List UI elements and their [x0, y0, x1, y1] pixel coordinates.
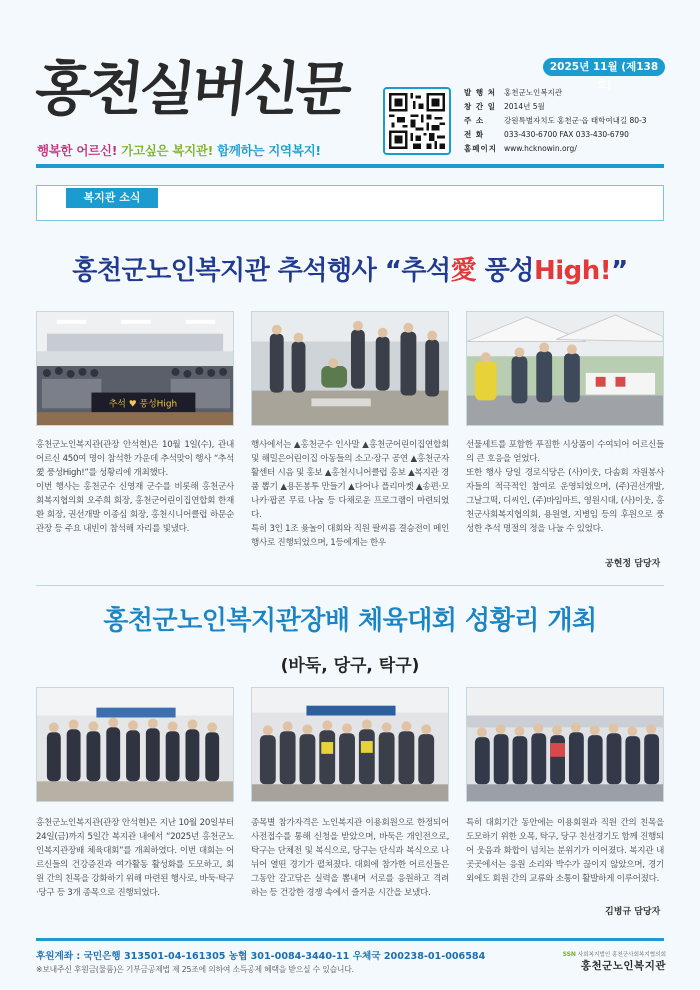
article1-signature: 공현정 담당자	[605, 559, 661, 569]
article1-headline	[0, 250, 700, 287]
publisher-info	[464, 86, 669, 156]
info-key: 발 행 처	[464, 88, 496, 97]
headline-love: 愛	[450, 256, 477, 286]
slogan	[37, 141, 321, 159]
info-row-homepage[interactable]	[464, 142, 669, 156]
info-row-publisher	[464, 86, 669, 100]
info-row-address	[464, 114, 669, 128]
qr-code-icon[interactable]	[383, 87, 451, 155]
photo-yut-game	[251, 311, 449, 426]
paragraph: 행사에서는 ▲홍천군수 인사말 ▲홍천군어린이집연합회 및 해밀은어린이집 아동들의 소고·장구 공연 ▲홍천군자활센터 시음 및 홍보 ▲홍천시니어클럽 홍보 ▲복지관 경품 뽑기 ▲용돈봉투 만들기 ▲다어나 플리마켓 ▲송편·모나카·팝콘 무료 나눔 등 다채로운 프로그램이 마련되었다.	[251, 440, 449, 520]
info-key: 홈페이지	[464, 144, 497, 153]
headline-text: ”	[611, 256, 628, 286]
section-tag: 복지관 소식	[66, 188, 158, 208]
paragraph: 특히 대회기간 동안에는 이용회원과 직원 간의 친목을 도모하기 위한 오목, 탁구, 당구 친선경기도 함께 진행되어 웃음과 화합이 넘치는 분위기가 이어졌다. 복지관 내 곳곳에서는 응원 소리와 박수가 끊이지 않았으며, 경기 외에도 회원 간의 교류와 소통이 활발하게 이루어졌다.	[466, 818, 664, 884]
slogan-part-3: 함께하는 지역복지!	[217, 143, 321, 158]
headline-text: 홍천군노인복지관 추석행사 “추석	[72, 256, 451, 286]
paragraph: 특히 3인 1조 윷놀이 대회와 직원 팔씨름 결승전이 메인 행사로 진행되었으며, 1등에게는 한우	[251, 524, 449, 548]
paragraph: 이번 행사는 홍천군수 신영재 군수를 비롯해 홍천군사회복지협의회 오주희 회장, 홍천군어린이집연합회 한재환 회장, 권선개발 이종심 회장, 홍천시니어클럽 하문순 관장 등 주요 내빈이 참석해 자리를 빛냈다.	[36, 482, 234, 534]
photo-event-hall	[36, 311, 234, 426]
info-row-phone	[464, 128, 669, 142]
info-value: 2014년 5월	[504, 102, 545, 111]
newspaper-title: 홍천실버신문	[31, 55, 352, 123]
headline-high: High!	[533, 256, 612, 286]
info-row-founded	[464, 100, 669, 114]
info-value: 강원특별자치도 홍천군·읍 태학여내길 80-3	[504, 116, 647, 125]
photo-group-table-tennis	[466, 687, 664, 802]
article-divider	[36, 585, 664, 586]
paragraph: 선물세트를 포함한 푸짐한 시상품이 수여되어 어르신들의 큰 호응을 얻었다.	[466, 440, 664, 464]
organization-name: 홍천군노인복지관	[580, 960, 666, 972]
slogan-part-1: 행복한 어르신!	[37, 143, 118, 158]
article1-column-1	[36, 438, 234, 536]
donation-accounts: 후원계좌 : 국민은행 313501-04-161305 농협 301-0084-3440-11 우체국 200238-01-006584	[36, 951, 486, 962]
article1-column-2	[251, 438, 449, 550]
svg-text:추석 ♥ 풍성High: 추석 ♥ 풍성High	[108, 399, 178, 410]
organization-logo	[546, 950, 666, 973]
parent-organization	[546, 950, 666, 958]
info-key: 창 간 일	[464, 102, 496, 111]
paragraph: 종목별 참가자격은 노인복지관 이용회원으로 한정되어 사전접수를 통해 신청을 받았으며, 바둑은 개인전으로, 탁구는 단체전 및 복식으로, 당구는 단식과 복식으로 나뉘어 열띤 경기가 펼쳐졌다. 대회에 참가한 어르신들은 그동안 갈고닦은 실력을 뽐내며 서로를 응원하고 격려하는 등 건강한 경쟁 속에서 즐거운 시간을 보냈다.	[251, 818, 449, 898]
info-key: 전 화	[464, 130, 485, 139]
info-key: 주 소	[464, 116, 485, 125]
photo-group-baduk	[36, 687, 234, 802]
article2-subheadline: (바둑, 당구, 탁구)	[280, 656, 420, 676]
article2-column-3	[466, 816, 664, 886]
masthead-divider	[36, 164, 664, 168]
homepage-link[interactable]: www.hcknowin.org/	[504, 144, 577, 153]
photo-outdoor-booth	[466, 311, 664, 426]
article2-column-2	[251, 816, 449, 900]
masthead	[0, 0, 700, 170]
parent-organization-name: 사회복지법인 홍천군사회복지협의회	[577, 952, 666, 958]
article2-signature: 김병규 담당자	[605, 907, 661, 917]
ssn-logo-mark: SSN	[562, 951, 576, 958]
paragraph: 홍천군노인복지관(관장 안석현)은 10월 1일(수), 관내 어르신 450여 명이 참석한 가운데 추석맞이 행사 “추석愛 풍성High!”를 성황리에 개최했다.	[36, 440, 234, 478]
article2-column-1	[36, 816, 234, 900]
slogan-part-2: 가고싶은 복지관!	[121, 143, 214, 158]
photo-group-billiards	[251, 687, 449, 802]
info-value: 홍천군노인복지관	[504, 88, 562, 97]
paragraph: 홍천군노인복지관(관장 안석현)은 지난 10월 20일부터 24일(금)까지 5일간 복지관 내에서 “2025년 홍천군노인복지관장배 체육대회”를 개최하였다. 이번 대회는 어르신들의 건강증진과 여가활동 활성화를 도모하고, 회원 간의 친목을 강화하기 위해 마련된 행사로, 바둑·탁구·당구 등 3개 종목으로 진행되었다.	[36, 818, 234, 898]
issue-badge: 2025년 11월 (제138호)	[543, 58, 665, 76]
headline-text: 풍성	[476, 256, 534, 286]
footer-divider	[36, 938, 664, 941]
article2-headline: 홍천군노인복지관장배 체육대회 성황리 개최	[103, 606, 597, 636]
article1-column-3	[466, 438, 664, 536]
tax-deduction-note: ※보내주신 후원금(물품)은 기부금공제법 제 25조에 의하여 소득공제 혜택을 받으실 수 있습니다.	[36, 965, 354, 974]
info-value: 033-430-6700 FAX 033-430-6790	[504, 130, 629, 139]
paragraph: 또한 행사 당일 경로식당은 (사)이웃, 다솜회 자원봉사자들의 적극적인 참여로 운영되었으며, (주)권선개발, 그날그떡, 디씨인, (주)바임마트, 영원시대, (사)이웃, 홍천군사회복지협의회, 용원열, 지병임 등의 후원으로 풍성한 추석 명절의 정을 나눌 수 있었다.	[466, 468, 664, 534]
